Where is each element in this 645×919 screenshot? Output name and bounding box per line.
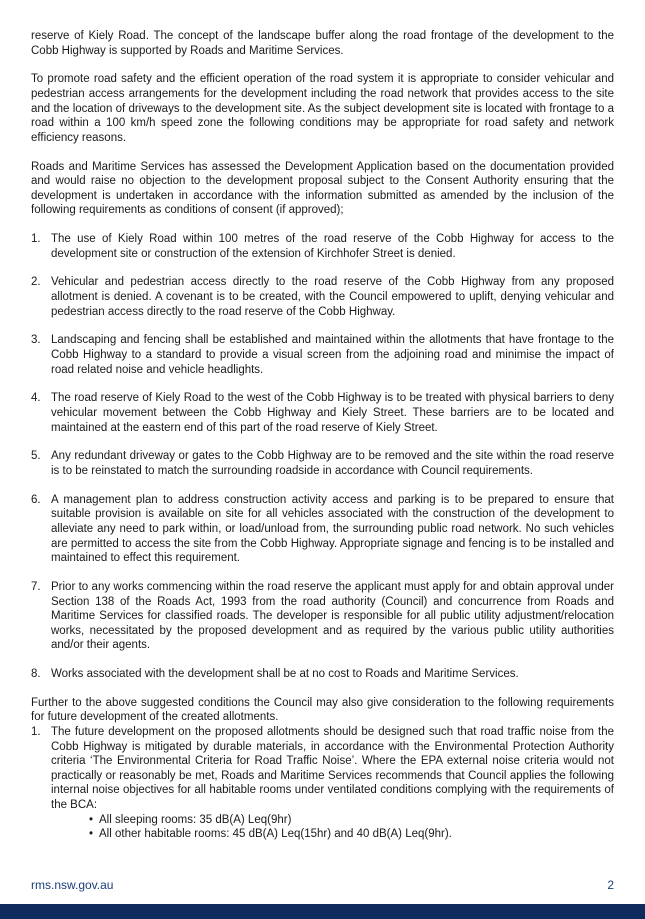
document-body [31, 29, 614, 842]
condition-text: Works associated with the development shall be at no cost to Roads and Maritime Services. [51, 668, 519, 681]
further-item-number: 1. [31, 726, 41, 739]
condition-number: 7. [31, 580, 41, 593]
condition-text: Landscaping and fencing shall be established and maintained within the allotments that have frontage to the Cobb Highway to a standard to provide a visual screen from the adjoining road and minimise the impact of road related noise and vehicle headlights. [51, 334, 614, 376]
condition-number: 2. [31, 276, 41, 289]
condition-number: 1. [31, 233, 41, 246]
condition-text: Any redundant driveway or gates to the Cobb Highway are to be removed and the site within the road reserve is to be reinstated to match the surrounding roadside in accordance with Council requirements. [51, 450, 614, 477]
condition-number: 8. [31, 668, 41, 681]
bullet-text: All sleeping rooms: 35 dB(A) Leq(9hr) [99, 813, 292, 826]
condition-number: 6. [31, 493, 41, 506]
condition-item [31, 232, 614, 261]
condition-item [31, 493, 614, 566]
further-requirements-list [31, 725, 614, 813]
bullet-glyph: • [89, 813, 94, 826]
condition-text: A management plan to address construction activity access and parking is to be prepared to ensure that suitable provision is available on site for all vehicles associated with the construction of the development to alleviate any need to park within, or load/unload from, the surrounding public road network. No such vehicles are permitted to access the site from the Cobb Highway. Appropriate signage and fencing is to be installed and maintained to effect this requirement. [51, 493, 614, 565]
bullet-text: All other habitable rooms: 45 dB(A) Leq(15hr) and 40 dB(A) Leq(9hr). [99, 828, 452, 841]
page-number: 2 [607, 878, 614, 892]
intro-paragraph-3: Roads and Maritime Services has assessed the Development Application based on the documentation provided and would raise no objection to the development proposal subject to the Consent Authority ensuring that the development is undertaken in accordance with the information submitted as amended by the inclusion of the following requirements as conditions of consent (if approved); [31, 160, 614, 217]
further-item [31, 725, 614, 813]
footer-website-link[interactable]: rms.nsw.gov.au [31, 878, 114, 892]
intro-paragraph-1: reserve of Kiely Road. The concept of the landscape buffer along the road frontage of the development to the Cobb Highway is supported by Roads and Maritime Services. [31, 30, 614, 57]
condition-number: 3. [31, 334, 41, 347]
bullet-glyph: • [89, 828, 94, 841]
intro-paragraph-2: To promote road safety and the efficient operation of the road system it is appropriate to consider vehicular and pedestrian access arrangements for the development including the road network that provides access to the site and the location of driveways to the development site. As the subject development site is located with frontage to a road within a 100 km/h speed zone the following conditions may be appropriate for road safety and network efficiency reasons. [31, 73, 614, 144]
condition-number: 5. [31, 450, 41, 463]
further-intro-paragraph: Further to the above suggested conditions the Council may also give consideration to the following requirements for future development of the created allotments. [31, 696, 614, 724]
condition-item [31, 391, 614, 435]
condition-item [31, 275, 614, 319]
footer-bar [0, 904, 645, 919]
further-item-text: The future development on the proposed allotments should be designed such that road traffic noise from the Cobb Highway is mitigated by durable materials, in accordance with the Environmental Protection Authority criteria ‘The Environmental Criteria for Road Traffic Noise’. Where the EPA external noise criteria would not practically or reasonably be met, Roads and Maritime Services recommends that Council applies the following internal noise objectives for all habitable rooms under ventilated conditions complying with the requirements of the BCA: [51, 726, 614, 811]
condition-text: The use of Kiely Road within 100 metres of the road reserve of the Cobb Highway for access to the development site or construction of the extension of Kirchhofer Street is denied. [51, 233, 614, 260]
condition-number: 4. [31, 392, 41, 405]
condition-text: Vehicular and pedestrian access directly to the road reserve of the Cobb Highway from any proposed allotment is denied. A covenant is to be created, with the Council empowered to uplift, denying vehicular and pedestrian access directly to the road reserve of the Cobb Highway. [51, 276, 614, 318]
condition-text: Prior to any works commencing within the road reserve the applicant must apply for and obtain approval under Section 138 of the Roads Act, 1993 from the road authority (Council) and concurrence from Roads and Maritime Services for classified roads. The developer is responsible for all public utility adjustment/relocation works, necessitated by the proposed development and as required by the various public utility authorities and/or their agents. [51, 580, 614, 652]
bullet-item [89, 813, 614, 828]
noise-objectives-list [31, 813, 614, 842]
bullet-item [89, 827, 614, 842]
condition-text: The road reserve of Kiely Road to the west of the Cobb Highway is to be treated with physical barriers to deny vehicular movement between the Cobb Highway and Kiely Street. These barriers are to be located and maintained at the eastern end of this part of the road reserve of Kiely Street. [51, 392, 614, 434]
condition-item [31, 333, 614, 377]
conditions-list [31, 232, 614, 682]
condition-item [31, 667, 614, 682]
condition-item [31, 449, 614, 478]
condition-item [31, 580, 614, 653]
